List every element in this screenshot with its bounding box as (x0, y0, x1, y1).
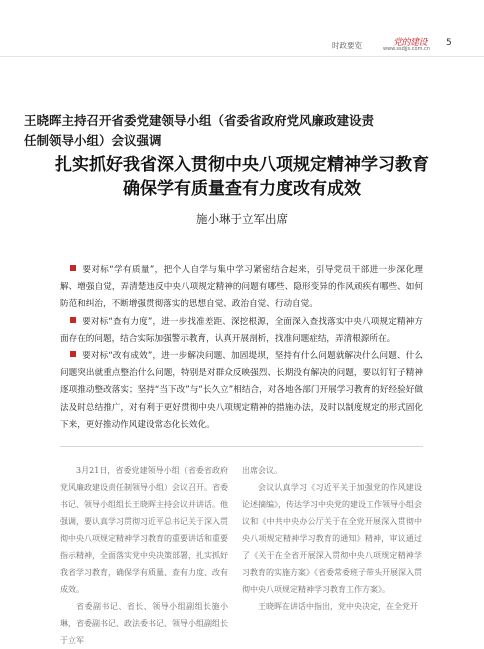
summary-point (60, 262, 423, 314)
summary-text: 要对标“学有质量”，把个人自学与集中学习紧密结合起来，引导党员干部进一步深化理解、增强自觉，弄清楚违反中央八项规定精神的问题有哪些、隐形变异的作风顽疾有哪些、如何防范和纠治，不断增强贯彻落实的思想自觉、政治自觉、行动自觉。 (60, 265, 423, 310)
logo-url: www.ssdjjs.com.cn (383, 46, 430, 52)
bullet-square-icon (70, 317, 76, 323)
section-divider (60, 446, 423, 447)
article-summary (60, 262, 423, 434)
magazine-logo (383, 36, 433, 54)
page-header (0, 34, 484, 56)
article-title (24, 153, 460, 201)
body-paragraph: 3月21日，省委党建领导小组（省委省政府党风廉政建设责任制领导小组）会议召开。省委书记、领导小组组长王晓晖主持会议并讲话。他强调，要认真学习贯彻习近平总书记关于深入贯彻中央八项规定精神学习教育的重要讲话和重要指示精神，全面落实党中央决策部署，扎实抓好我省学习教育，确保学有质量、查有力度、改有成效。 (60, 466, 228, 594)
body-column-left (60, 462, 228, 649)
bullet-square-icon (70, 351, 76, 357)
title-line-2: 确保学有质量查有力度改有成效 (123, 179, 361, 199)
summary-text: 要对标“查有力度”，进一步找准差距、深挖根源，全面深入查找落实中央八项规定精神方面存在的问题，结合实际加强警示教育，认真开展剖析，找准问题症结，弄清根源所在。 (60, 316, 423, 344)
bullet-square-icon (70, 265, 76, 271)
kicker-line-1: 王晓晖主持召开省委党建领导小组（省委省政府党风廉政建设责 (24, 113, 375, 128)
logo-text: 党的建设 (393, 38, 428, 48)
body-paragraph: 省委副书记、省长、领导小组副组长施小琳，省委副书记、政法委书记、领导小组副组长于立军 (60, 602, 228, 645)
section-label: 时政要览 (332, 41, 362, 50)
article-byline: 施小琳于立军出席 (196, 212, 288, 226)
kicker-line-2: 任制领导小组）会议强调 (24, 133, 162, 148)
body-paragraph: 会议认真学习《习近平关于加强党的作风建设论述摘编》，传达学习中央党的建设工作领导小组会议和《中共中央办公厅关于在全党开展深入贯彻中央八项规定精神学习教育的通知》精神，审议通过了《关于在全省开展深入贯彻中央八项规定精神学习教育的实施方案》《省委常委班子带头开展深入贯彻中央八项规定精神学习教育工作方案》。 (242, 483, 422, 594)
body-paragraph: 王晓晖在讲话中指出，党中央决定，在全党开 (258, 602, 418, 611)
body-paragraph: 出席会议。 (242, 466, 282, 475)
body-column-right (242, 462, 422, 615)
summary-point (60, 314, 423, 348)
summary-text: 要对标“改有成效”，进一步解决问题、加固堤坝，坚持有什么问题就解决什么问题、什么问题突出就重点整治什么问题，特别是对群众反映强烈、长期没有解决的问题，要以钉钉子精神逐项推动整改落实；坚持“当下改”与“长久立”相结合，对各地各部门开展学习教育的好经验好做法及时总结推广，对有利于更好贯彻中央八项规定精神的措施办法，及时以制度规定的形式固化下来，更好推动作风建设常态化长效化。 (60, 351, 423, 430)
title-line-1: 扎实抓好我省深入贯彻中央八项规定精神学习教育 (55, 155, 429, 175)
page-number: 5 (446, 38, 452, 48)
article-kicker (24, 111, 464, 151)
header-divider (0, 56, 484, 57)
summary-point (60, 348, 423, 434)
